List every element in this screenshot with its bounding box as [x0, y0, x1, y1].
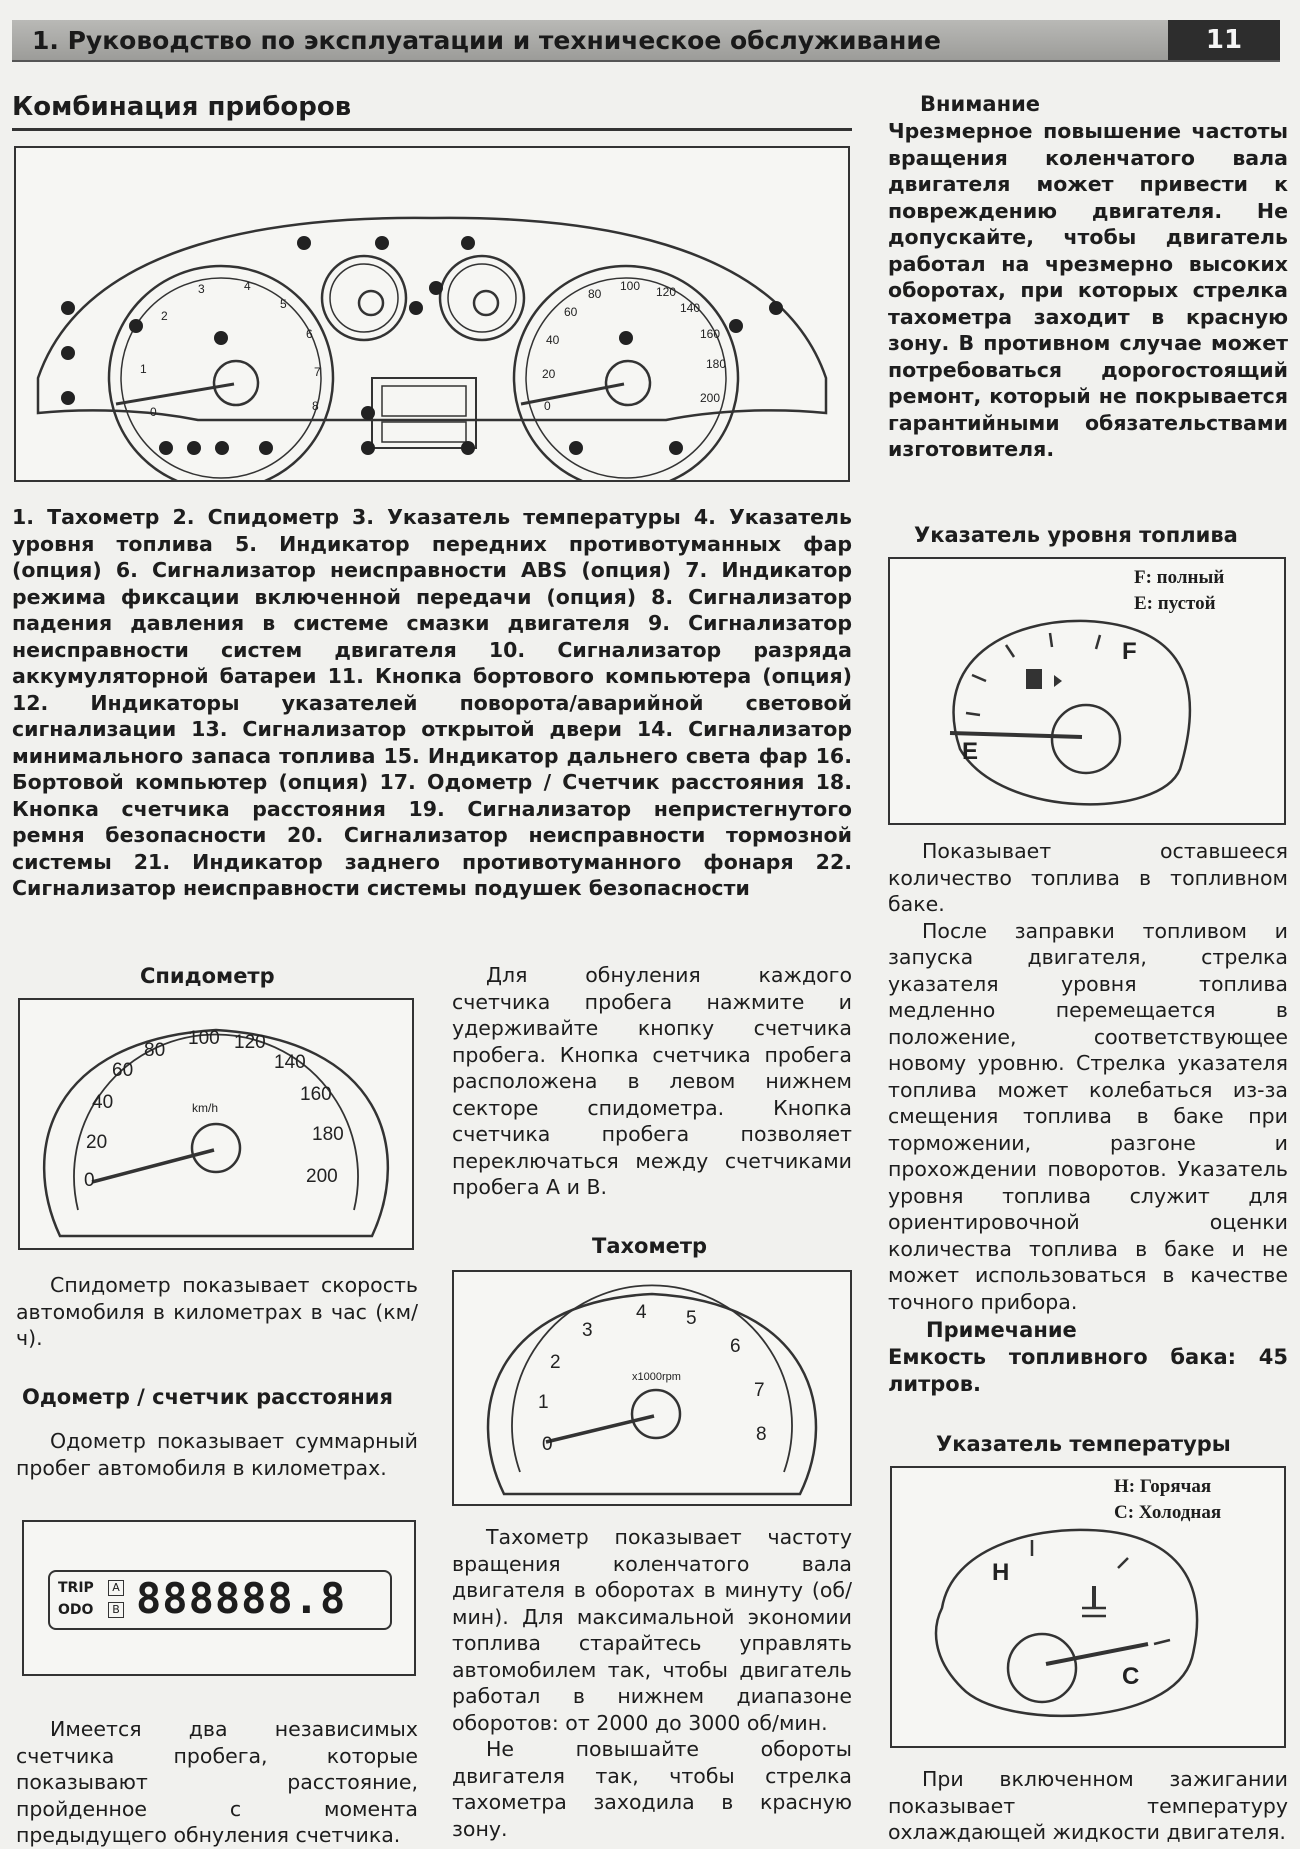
fuel-text-1: Показывает оставшееся количество топлива в топливном баке.	[888, 839, 1288, 916]
odometer-figure	[22, 1520, 416, 1676]
svg-text:120: 120	[234, 1032, 266, 1053]
speedo-unit: km/h	[192, 1101, 219, 1115]
speedometer-figure	[18, 998, 414, 1250]
tachometer-heading: Тахометр	[592, 1234, 708, 1258]
temp-heading: Указатель температуры	[936, 1432, 1231, 1456]
tachometer-text: Тахометр показывает частоту вращения коленчатого вала двигателя в оборотах в минуту (об/мин). Для максимальной экономии топлива старайтесь управлять автомобилем так, чтобы двигатель работал в нижнем диапазоне оборотов: от 2000 до 3000 об/мин.	[452, 1525, 852, 1735]
reset-instructions	[452, 962, 852, 1201]
svg-text:40: 40	[92, 1092, 114, 1113]
cluster-caption: 1. Тахометр 2. Спидометр 3. Указатель температуры 4. Указатель уровня топлива 5. Индикатор передних противотуманных фар (опция) 6. Сигнализатор неисправности ABS (опция) 7. Индикатор режима фиксации включенной передачи (опция) 8. Сигнализатор падения давления в системе смазки двигателя 9. Сигнализатор неисправности систем двигателя 10. Сигнализатор разряда аккумуляторной батареи 11. Кнопка бортового компьютера (опция) 12. Индикаторы указателей поворота/аварийной световой сигнализации 13. Сигнализатор открытой двери 14. Сигнализатор минимального запаса топлива 15. Индикатор дальнего света фар 16. Бортовой компьютер (опция) 17. Одометр / Счетчик расстояния 18. Кнопка счетчика расстояния 19. Сигнализатор непристегнутого ремня безопасности 20. Сигнализатор неисправности тормозной системы 21. Индикатор заднего противотуманного фонаря 22. Сигнализатор неисправности системы подушек безопасности	[12, 505, 852, 900]
svg-text:7: 7	[754, 1380, 765, 1401]
note-title: Примечание	[926, 1318, 1077, 1342]
temp-gauge-figure	[890, 1466, 1286, 1748]
svg-text:180: 180	[706, 357, 727, 371]
odometer-description	[16, 1428, 418, 1481]
section-heading-cluster: Комбинация приборов	[12, 92, 352, 122]
fuel-mark-full: F	[1122, 638, 1137, 665]
svg-text:160: 160	[300, 1084, 332, 1105]
speedometer-text: Спидометр показывает скорость автомобиля в километрах в час (км/ч).	[16, 1273, 418, 1350]
tachometer-text-2: Не повышайте обороты двигателя так, чтобы стрелка тахометра заходила в красную зону.	[452, 1737, 852, 1841]
svg-text:20: 20	[542, 367, 556, 381]
svg-text:5: 5	[280, 297, 287, 311]
svg-text:100: 100	[620, 279, 641, 293]
odometer-heading: Одометр / счетчик расстояния	[22, 1385, 394, 1409]
fuel-legend-empty: E: пустой	[1134, 593, 1216, 614]
instrument-cluster-figure	[14, 146, 850, 482]
svg-text:80: 80	[144, 1040, 166, 1061]
fuel-mark-empty: E	[962, 738, 979, 765]
svg-text:1: 1	[538, 1392, 549, 1413]
svg-text:0: 0	[542, 1434, 553, 1455]
svg-text:60: 60	[112, 1060, 134, 1081]
svg-text:7: 7	[314, 365, 321, 379]
svg-text:200: 200	[306, 1166, 338, 1187]
tachometer-description	[452, 1524, 852, 1842]
chapter-header	[12, 20, 1280, 62]
svg-text:0: 0	[84, 1170, 95, 1191]
svg-text:5: 5	[686, 1308, 697, 1329]
trip-label: TRIP	[58, 1580, 94, 1596]
svg-text:80: 80	[588, 287, 602, 301]
svg-text:6: 6	[306, 327, 313, 341]
temp-gauge-illustration	[892, 1468, 1284, 1746]
tachometer-illustration	[454, 1272, 850, 1504]
tachometer-figure	[452, 1270, 852, 1506]
odometer-text-2: Имеется два независимых счетчика пробега, которые показывают расстояние, пройденное с момента предыдущего обнуления счетчика.	[16, 1717, 418, 1847]
tacho-unit: x1000rpm	[632, 1371, 681, 1383]
note-text: Емкость топливного бака: 45 литров.	[888, 1345, 1288, 1396]
svg-text:100: 100	[188, 1028, 220, 1049]
temp-mark-cold: C	[1122, 1663, 1140, 1690]
speedometer-heading: Спидометр	[140, 964, 275, 988]
speedometer-description	[16, 1272, 418, 1352]
svg-text:1: 1	[140, 362, 147, 376]
warning-title: Внимание	[920, 92, 1041, 116]
temp-description	[888, 1766, 1288, 1846]
fuel-gauge-illustration	[890, 559, 1284, 823]
section-rule	[12, 128, 852, 131]
svg-text:60: 60	[564, 305, 578, 319]
temp-mark-hot: H	[992, 1559, 1010, 1586]
svg-text:4: 4	[244, 279, 251, 293]
fuel-text-2: После заправки топливом и запуска двигателя, стрелка указателя уровня топлива медленно перемещается в положение, соответствующее новому уровню. Стрелка указателя топлива может колебаться из-за смещения топлива в баке при торможении, разгоне и прохождении поворотов. Указатель уровня топлива служит для ориентировочной оценки количества топлива в баке и не может использоваться в качестве точного прибора.	[888, 918, 1288, 1314]
fuel-legend-full: F: полный	[1134, 567, 1225, 588]
page-number: 11	[1168, 20, 1280, 60]
svg-text:40: 40	[546, 333, 560, 347]
svg-text:2: 2	[550, 1352, 561, 1373]
chapter-title: 1. Руководство по эксплуатации и техническое обслуживание	[32, 26, 941, 55]
trip-b-badge: B	[108, 1602, 124, 1618]
svg-text:20: 20	[86, 1132, 108, 1153]
svg-text:0: 0	[544, 399, 551, 413]
svg-text:4: 4	[636, 1302, 647, 1323]
svg-text:8: 8	[756, 1424, 767, 1445]
odometer-lcd	[48, 1570, 392, 1630]
svg-text:120: 120	[656, 285, 677, 299]
svg-text:140: 140	[680, 301, 701, 315]
temp-legend-hot: H: Горячая	[1114, 1476, 1212, 1497]
svg-text:3: 3	[198, 282, 205, 296]
temp-legend-cold: C: Холодная	[1114, 1502, 1222, 1523]
reset-text: Для обнуления каждого счетчика пробега нажмите и удерживайте кнопку счетчика пробега. Кнопка счетчика пробега расположена в левом нижнем секторе спидометра. Кнопка счетчика пробега позволяет переключаться между счетчиками пробега A и B.	[452, 963, 852, 1199]
svg-text:0: 0	[150, 405, 157, 419]
cluster-illustration	[16, 148, 848, 480]
odo-label: ODO	[58, 1602, 94, 1618]
svg-text:160: 160	[700, 327, 721, 341]
odometer-digits: 888888.8	[136, 1574, 347, 1623]
svg-text:200: 200	[700, 391, 721, 405]
svg-text:140: 140	[274, 1052, 306, 1073]
fuel-description	[888, 838, 1288, 1315]
svg-text:2: 2	[161, 309, 168, 323]
speedometer-illustration	[20, 1000, 412, 1248]
svg-text:3: 3	[582, 1320, 593, 1341]
warning-text: Чрезмерное повышение частоты вращения коленчатого вала двигателя может привести к повреждению двигателя. Не допускайте, чтобы двигатель работал на чрезмерно высоких оборотах, при которых стрелка тахометра заходит в красную зону. В противном случае может потребоваться дорогостоящий ремонт, который не покрывается гарантийными обязательствами изготовителя.	[888, 119, 1288, 461]
svg-text:8: 8	[312, 399, 319, 413]
svg-text:6: 6	[730, 1336, 741, 1357]
odometer-description-2	[16, 1716, 418, 1849]
fuel-gauge-figure	[888, 557, 1286, 825]
trip-a-badge: A	[108, 1580, 124, 1596]
fuel-heading: Указатель уровня топлива	[914, 523, 1238, 547]
odometer-text: Одометр показывает суммарный пробег автомобиля в километрах.	[16, 1429, 418, 1480]
svg-text:180: 180	[312, 1124, 344, 1145]
temp-text: При включенном зажигании показывает температуру охлаждающей жидкости двигателя.	[888, 1767, 1288, 1844]
